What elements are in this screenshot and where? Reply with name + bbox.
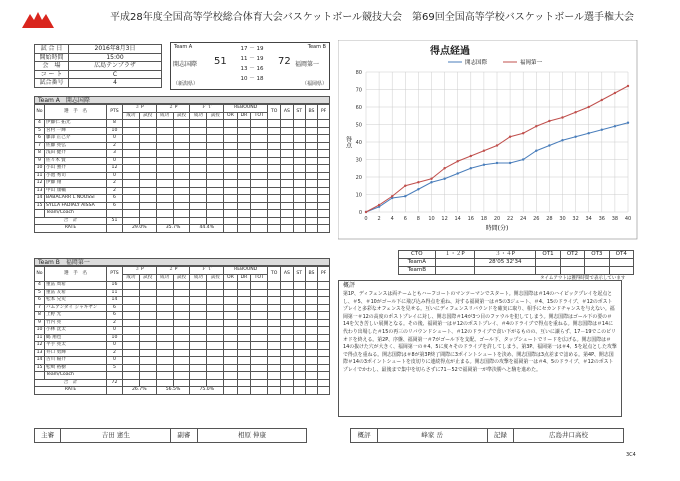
data-point bbox=[430, 178, 432, 180]
x-axis-label: 時間(分) bbox=[485, 225, 509, 232]
y-tick-label: 20 bbox=[355, 175, 362, 181]
data-point bbox=[535, 150, 537, 152]
data-point bbox=[496, 162, 498, 164]
data-point bbox=[601, 129, 603, 131]
x-tick-label: 16 bbox=[467, 216, 474, 222]
data-point bbox=[417, 188, 419, 190]
x-tick-label: 30 bbox=[559, 216, 566, 222]
player-row: 13 井口 勇輝 2 bbox=[35, 349, 330, 357]
data-point bbox=[601, 99, 603, 101]
player-row: 8 上野 光 6 bbox=[35, 312, 330, 320]
timeout-note: タイムアウトは獲得時間で表示しています bbox=[540, 276, 626, 281]
x-tick-label: 28 bbox=[546, 216, 553, 222]
data-point bbox=[522, 158, 524, 160]
team-b-label: Team B bbox=[307, 44, 326, 50]
team-b-pref: （福岡県） bbox=[301, 81, 327, 87]
data-point bbox=[404, 185, 406, 187]
player-row: 7 バムアンダイ ジャキヤン 6 bbox=[35, 304, 330, 312]
data-point bbox=[509, 136, 511, 138]
legend-label: 開志国際 bbox=[465, 60, 488, 66]
data-point bbox=[496, 144, 498, 146]
data-point bbox=[443, 167, 445, 169]
y-tick-label: 30 bbox=[355, 157, 362, 164]
player-row: 10 小林 洸太 0 bbox=[35, 327, 330, 335]
player-row: 7 佐藤 亮弘 2 bbox=[35, 142, 330, 150]
data-point bbox=[627, 85, 629, 87]
data-point bbox=[548, 120, 550, 122]
chart-title: 得点経過 bbox=[430, 46, 470, 57]
game-review bbox=[338, 280, 622, 417]
x-tick-label: 4 bbox=[390, 216, 394, 222]
data-point bbox=[561, 139, 563, 141]
team-a-label: Team A bbox=[174, 44, 193, 50]
x-tick-label: 2 bbox=[377, 216, 381, 222]
logo bbox=[20, 8, 80, 30]
x-tick-label: 26 bbox=[533, 216, 540, 222]
timeout-table: CTO １・２P ３・４P OT1 OT2 OT3 OT4 TeamA 28'05 32'34 TeamB bbox=[398, 250, 634, 275]
x-tick-label: 34 bbox=[585, 216, 592, 222]
x-tick-label: 10 bbox=[428, 216, 435, 222]
data-point bbox=[378, 204, 380, 206]
y-tick-label: 80 bbox=[355, 70, 362, 76]
player-row: 5 重冨 友希 11 bbox=[35, 289, 330, 297]
player-row: 11 小池 秀司 0 bbox=[35, 172, 330, 180]
officials: 主審 吉田 憲生 副審 相原 伸康 概評 峰家 岳 記録 広島井口高校 bbox=[34, 428, 624, 443]
x-tick-label: 38 bbox=[611, 216, 619, 222]
score-summary bbox=[170, 42, 330, 90]
team-a-pref: （新潟県） bbox=[173, 81, 199, 87]
x-tick-label: 18 bbox=[480, 216, 488, 222]
player-row: 14 BABACARR L NOOSSI 6 bbox=[35, 195, 330, 203]
x-tick-label: 14 bbox=[454, 216, 461, 222]
team-b-header: Team B 福岡第一 bbox=[34, 258, 330, 266]
match-info: 試 合 日 2016年8月3日 開始時間 15:00 会 場 広島テンプラザ コ ー ト C 試合番号 4 bbox=[34, 44, 162, 88]
data-point bbox=[627, 122, 629, 124]
x-tick-label: 12 bbox=[441, 216, 448, 222]
player-row: 4 伊藤仁 拓光 8 bbox=[35, 120, 330, 128]
player-row: 9 佐々木 賢 0 bbox=[35, 157, 330, 165]
x-tick-label: 32 bbox=[572, 216, 579, 222]
data-point bbox=[588, 132, 590, 134]
player-row: 10 小山 強介 12 bbox=[35, 165, 330, 173]
x-tick-label: 8 bbox=[416, 216, 420, 222]
y-tick-label: 0 bbox=[358, 210, 362, 216]
team-a-box-score: No 選 手 名 PTS ３ P ２ P Ｆ Ｔ REBOUND TO AS ST BS PF 成功 試投 成功 試投 成功 試投 OR DR TOT 4 伊藤仁 拓光 8 5 宮村 一輝 10 6 藤澤 正己介 0 7 佐藤 亮弘 2 8 浅田 健介 3 9 佐々木 賢 0 10 小山 強介 12 11 小池 秀司 0 12 伊藤 翔 2 13 中山 康輔 2 14 BABACARR L NOOSSI 6 15 SYLLA FADIALY AISSA 6 Team/Coach 合 計 51 RATE 29.0% 35.7% 44.4% bbox=[34, 104, 330, 233]
x-tick-label: 36 bbox=[598, 216, 605, 222]
data-point bbox=[574, 111, 576, 113]
player-row: 15 SYLLA FADIALY AISSA 6 bbox=[35, 202, 330, 210]
score-progress-chart bbox=[338, 40, 638, 240]
data-point bbox=[561, 116, 563, 118]
x-tick-label: 20 bbox=[493, 216, 501, 222]
x-tick-label: 22 bbox=[506, 216, 514, 222]
team-b-name: 福岡第一 bbox=[295, 61, 320, 68]
x-tick-label: 0 bbox=[364, 216, 368, 222]
y-axis-label: 得点 bbox=[344, 136, 352, 148]
player-row: 6 松本 兄史 14 bbox=[35, 297, 330, 305]
data-point bbox=[614, 92, 616, 94]
data-point bbox=[588, 106, 590, 108]
team-a-total: 51 bbox=[214, 56, 227, 67]
chart-frame bbox=[338, 40, 637, 239]
team-a-header: Team A 開志国際 bbox=[34, 96, 330, 104]
y-tick-label: 10 bbox=[355, 192, 362, 199]
data-point bbox=[614, 125, 616, 127]
data-point bbox=[417, 181, 419, 183]
y-tick-label: 50 bbox=[355, 122, 362, 129]
data-point bbox=[548, 144, 550, 146]
x-tick-label: 6 bbox=[403, 216, 407, 222]
quarter-scores: 17 － 19 11 － 19 13 － 16 10 － 18 bbox=[240, 46, 264, 82]
player-row: 4 重冨 周希 16 bbox=[35, 282, 330, 290]
data-point bbox=[535, 125, 537, 127]
player-row: 8 浅田 健介 3 bbox=[35, 150, 330, 158]
x-tick-label: 40 bbox=[624, 216, 632, 222]
data-point bbox=[470, 155, 472, 157]
data-point bbox=[391, 195, 393, 197]
y-tick-label: 70 bbox=[355, 87, 362, 94]
data-point bbox=[574, 136, 576, 138]
data-point bbox=[509, 162, 511, 164]
player-row: 6 藤澤 正己介 0 bbox=[35, 135, 330, 143]
player-row: Team/Coach bbox=[35, 372, 330, 380]
x-tick-label: 24 bbox=[520, 216, 527, 222]
y-tick-label: 60 bbox=[355, 105, 362, 111]
player-row: 12 平手 亮太 0 bbox=[35, 342, 330, 350]
page-number: 3C4 bbox=[626, 452, 636, 458]
player-row: 12 伊藤 翔 2 bbox=[35, 180, 330, 188]
player-row: 13 中山 康輔 2 bbox=[35, 187, 330, 195]
review-heading: 概評 bbox=[343, 282, 356, 289]
data-point bbox=[483, 150, 485, 152]
player-row: 11 鶴 翔也 10 bbox=[35, 334, 330, 342]
page-title: 平成28年度全国高等学校総合体育大会バスケットボール競技大会 第69回全国高等学校バスケットボール選手権大会 bbox=[110, 12, 635, 23]
data-point bbox=[457, 160, 459, 162]
data-point bbox=[430, 181, 432, 183]
y-tick-label: 40 bbox=[355, 140, 362, 146]
player-row: 15 松崎 裕樹 5 bbox=[35, 364, 330, 372]
legend-label: 福岡第一 bbox=[520, 60, 543, 66]
player-row: 14 古川 陽介 0 bbox=[35, 357, 330, 365]
data-point bbox=[522, 132, 524, 134]
player-row: Team/Coach bbox=[35, 210, 330, 218]
data-point bbox=[470, 167, 472, 169]
data-point bbox=[443, 178, 445, 180]
team-b-box-score: No 選 手 名 PTS ３ P ２ P Ｆ Ｔ REBOUND TO AS ST BS PF 成功 試投 成功 試投 成功 試投 OR DR TOT 4 重冨 周希 16 5 重冨 友希 11 6 松本 兄史 14 7 バムアンダイ ジャキヤン 6 8 上野 光 6 9 竹内 亮 2 10 小林 洸太 0 11 鶴 翔也 10 12 平手 亮太 0 13 井口 勇輝 2 14 古川 陽介 0 15 松崎 裕樹 5 Team/Coach 合 計 72 RATE 26.7% 56.5% 75.0% bbox=[34, 266, 330, 395]
data-point bbox=[457, 172, 459, 174]
team-b-total: 72 bbox=[278, 56, 291, 67]
data-point bbox=[365, 211, 367, 213]
team-a-name: 開志国際 bbox=[173, 61, 198, 68]
player-row: 5 宮村 一輝 10 bbox=[35, 127, 330, 135]
player-row: 9 竹内 亮 2 bbox=[35, 319, 330, 327]
data-point bbox=[483, 164, 485, 166]
data-point bbox=[404, 195, 406, 197]
review-text: 第1P、ディフェンスは両チームともハーフコートのマンツーマンでスタート。開志国際は＃14のハイピックプレイを起点とし、＃5、＃10がゴール下に飛び込み得点を重ね、対する福岡第一は＃5の3ジュート、＃4、15のドライブ、＃12のポストプレイと多彩なオフェンスを見せる。互いにディフェンスリバウンドを確実に取り、相手にセカンドチャンスを与えない。福岡第一＃12の高度のポストプレイに対し、開志国際＃14が3つ目のファウルを犯してしまう。開志国際はゴール下の要の＃14を欠き苦しい展開となる。その後、福岡第一は＃12のポストプレイ、＃4のドライブで得点を重ねる。開志国際は＃14に代わり出場した＃15の再三のリバウンドシュート、＃12のドライブで食い下がるものの、互いに譲らず、17－19でこのピリオドを終える。第2P、序盤、福岡第一＃7がゴール下を支配、ゴール下、タップシュートでリードを広げる。開志国際は＃14の抜けた穴が大きく、福岡第一の＃4、5に度々そのドライブを許してしまう。第3P、福岡第一は＃4、5を起点とした攻撃で得点を重ねる。開志国際は＃8が第3P終了間際に3ポイントシュートを決め、開志国際は3点差まで詰める。第4P、開志国際＃14の3ポイントシュートを皮切りに連続得点が止まる。開志国際の攻撃を福岡第一は＃4、5のドライブ、＃12のポストプレイでかわし、最後まで集中を切らさずに71－52で福岡第一が準決勝へと駒を進めた。 bbox=[343, 291, 617, 373]
